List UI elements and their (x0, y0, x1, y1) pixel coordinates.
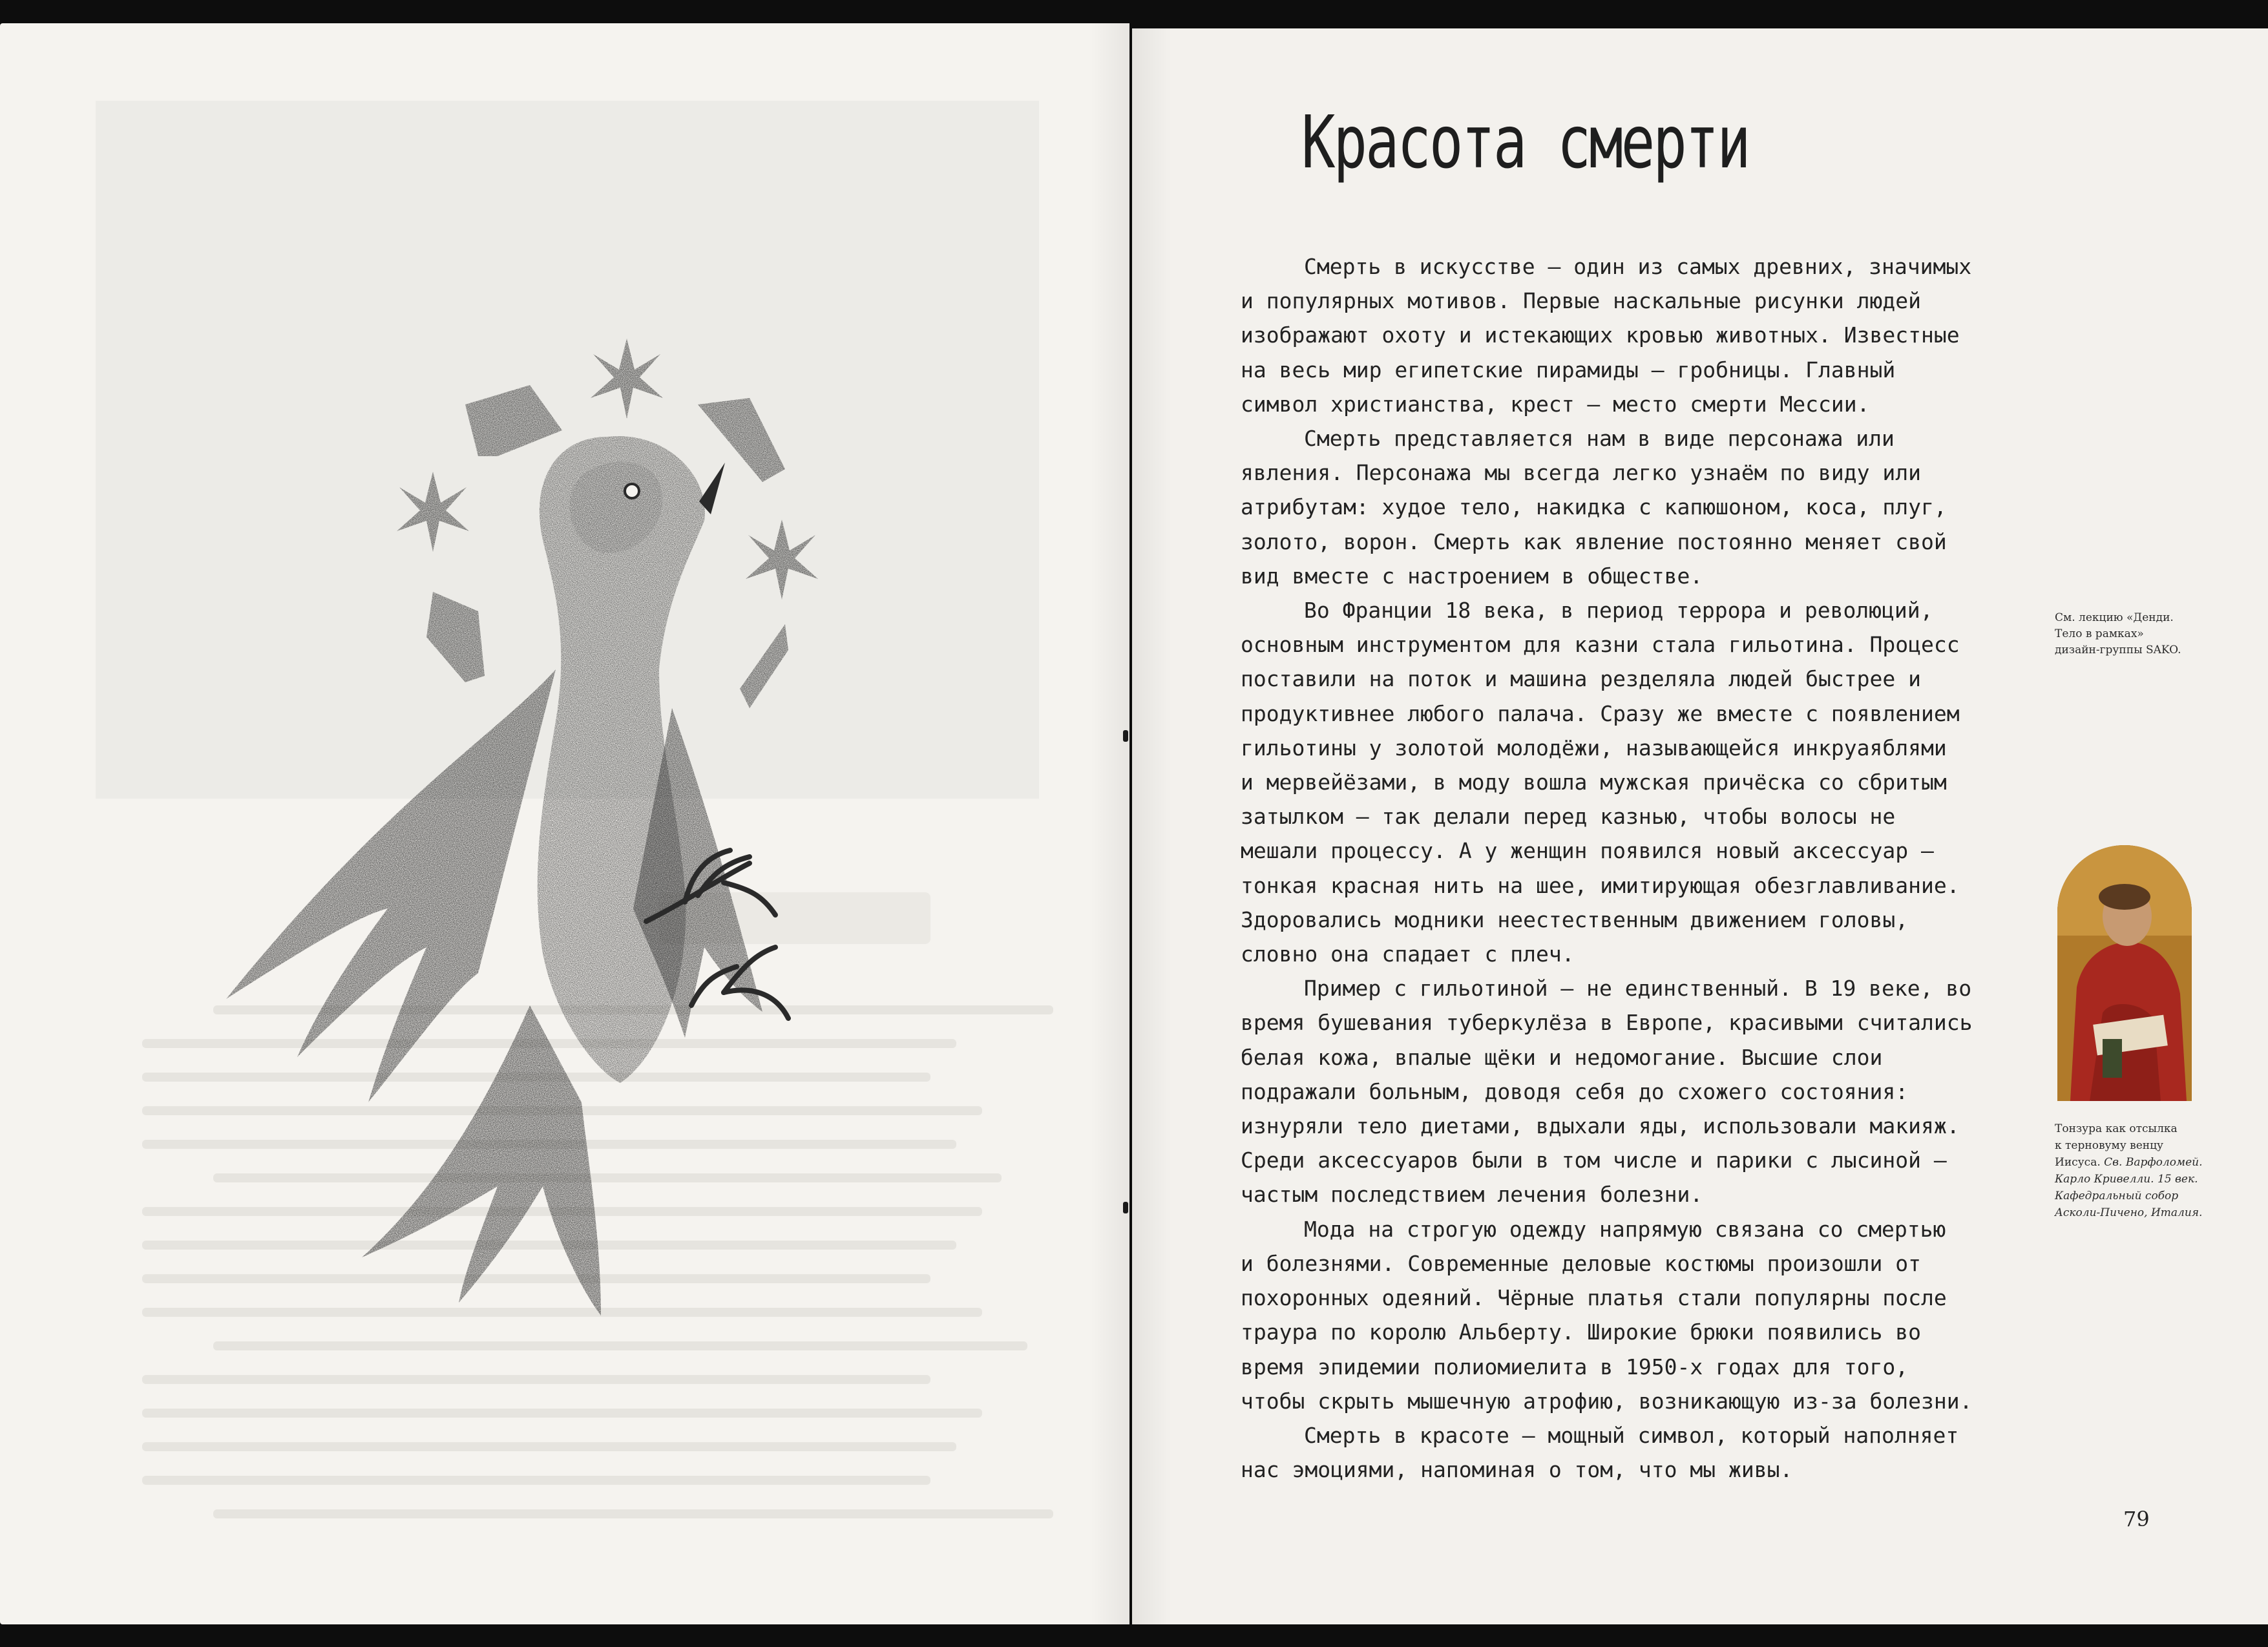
saint-portrait-image (2057, 845, 2192, 1101)
caption-line (2055, 1154, 2236, 1171)
text-line: Пример с гильотиной — не единственный. В 19 веке, во (1304, 976, 1972, 1002)
image-caption (2055, 1120, 2236, 1221)
show-through-line (142, 1476, 930, 1485)
text-line: словно она спадает с плеч. (1241, 941, 1575, 967)
text-line: поставили на поток и машина резделяла людей быстрее и (1241, 666, 1921, 692)
shard-shape (740, 624, 788, 708)
text-line: и мервейёзами, в моду вошла мужская причёска со сбритым (1241, 770, 1947, 795)
caption-italic: Св. Варфоломей. (2104, 1156, 2203, 1169)
show-through-line (142, 1442, 956, 1451)
article-paragraph (1241, 421, 2055, 593)
article-body (1241, 249, 2055, 1487)
bird-eye (625, 484, 639, 498)
left-page (0, 23, 1129, 1624)
text-line: нас эмоциями, напоминая о том, что мы живы. (1241, 1457, 1793, 1483)
article-paragraph (1241, 593, 2055, 971)
show-through-line (142, 1375, 930, 1384)
text-line: Во Франции 18 века, в период террора и революций, (1304, 598, 1933, 624)
text-line: затылком — так делали перед казнью, чтобы волосы не (1241, 804, 1896, 830)
text-line: Смерть представляется нам в виде персонажа или (1304, 426, 1895, 452)
caption-line: Тонзура как отсылка (2055, 1122, 2178, 1135)
text-line: похоронных одеяний. Чёрные платья стали популярны после (1241, 1285, 1947, 1311)
text-line: частым последствием лечения болезни. (1241, 1182, 1703, 1208)
caption-text: Иисуса. (2055, 1156, 2105, 1169)
shard-shape (426, 592, 485, 682)
text-line: чтобы скрыть мышечную атрофию, возникающую из-за болезни. (1241, 1388, 1973, 1414)
shard-shape (698, 398, 785, 482)
page-number: 79 (2123, 1507, 2150, 1531)
text-line: на весь мир египетские пирамиды — гробницы. Главный (1241, 357, 1896, 383)
margin-note (2055, 610, 2223, 658)
margin-note-line: дизайн-группы SAKO. (2055, 644, 2181, 656)
show-through-line (142, 1409, 982, 1418)
text-line: Мода на строгую одежду напрямую связана со смертью (1304, 1216, 1946, 1242)
text-line: основным инструментом для казни стала гильотина. Процесс (1241, 632, 1960, 658)
bird-wing (226, 669, 556, 1102)
text-line: продуктивнее любого палача. Сразу же вместе с появлением (1241, 700, 1960, 726)
text-line: время бушевания туберкулёза в Европе, красивыми считались (1241, 1010, 1973, 1036)
text-line: явления. Персонажа мы всегда легко узнаём по виду или (1241, 460, 1921, 486)
text-line: время эпидемии полиомиелита в 1950-х годах для того, (1241, 1354, 1909, 1379)
text-line: Среди аксессуаров были в том числе и парики с лысиной — (1241, 1148, 1947, 1173)
text-line: Смерть в красоте — мощный символ, который наполняет (1304, 1422, 1959, 1448)
binding-staple (1123, 1202, 1128, 1213)
margin-note-line: Тело в рамках» (2055, 627, 2144, 640)
text-line: золото, ворон. Смерть как явление постоянно меняет свой (1241, 529, 1947, 554)
text-line: Здоровались модники неестественным движением головы, (1241, 907, 1909, 932)
text-line: и популярных мотивов. Первые наскальные рисунки людей (1241, 288, 1921, 314)
caption-line: к терновуму венцу (2055, 1139, 2164, 1152)
text-line: символ христианства, крест — место смерти Мессии. (1241, 391, 1870, 417)
text-line: мешали процессу. А у женщин появился новый аксессуар — (1241, 838, 1934, 864)
text-line: вид вместе с настроением в обществе. (1241, 563, 1703, 589)
shard-shape (465, 385, 562, 456)
text-line: изнуряли тело диетами, вдыхали яды, использовали макияж. (1241, 1113, 1960, 1139)
binding-staple (1123, 730, 1128, 742)
article-paragraph (1241, 1418, 2055, 1487)
article-paragraph (1241, 971, 2055, 1212)
gutter-shadow (1132, 28, 1171, 1624)
show-through-line (213, 1341, 1027, 1350)
text-line: изображают охоту и истекающих кровью животных. Известные (1241, 322, 1960, 348)
text-line: атрибутам: худое тело, накидка с капюшоном, коса, плуг, (1241, 494, 1947, 520)
text-line: подражали больным, доводя себя до схожего состояния: (1241, 1078, 1909, 1104)
article-paragraph (1241, 1212, 2055, 1418)
text-line: и болезнями. Современные деловые костюмы произошли от (1241, 1250, 1921, 1276)
article-paragraph (1241, 249, 2055, 421)
caption-line: Асколи-Пичено, Италия. (2055, 1206, 2203, 1219)
right-page (1132, 28, 2268, 1624)
caption-line: Карло Кривелли. 15 век. (2055, 1173, 2198, 1186)
text-line: Смерть в искусстве — один из самых древних, значимых (1304, 254, 1972, 279)
text-line: гильотины у золотой молодёжи, называющейся инкруаяблями (1241, 735, 1947, 761)
bird-illustration (194, 308, 866, 1341)
text-line: белая кожа, впалые щёки и недомогание. Высшие слои (1241, 1044, 1883, 1070)
show-through-line (213, 1509, 1053, 1518)
gutter-shadow (1091, 23, 1129, 1624)
text-line: тонкая красная нить на шее, имитирующая обезглавливание. (1241, 872, 1960, 898)
margin-note-line: См. лекцию «Денди. (2055, 611, 2174, 624)
text-line: траура по королю Альберту. Широкие брюки появились во (1241, 1319, 1921, 1345)
caption-line: Кафедральный собор (2055, 1190, 2179, 1202)
article-title: Красота смерти (1301, 101, 1749, 185)
